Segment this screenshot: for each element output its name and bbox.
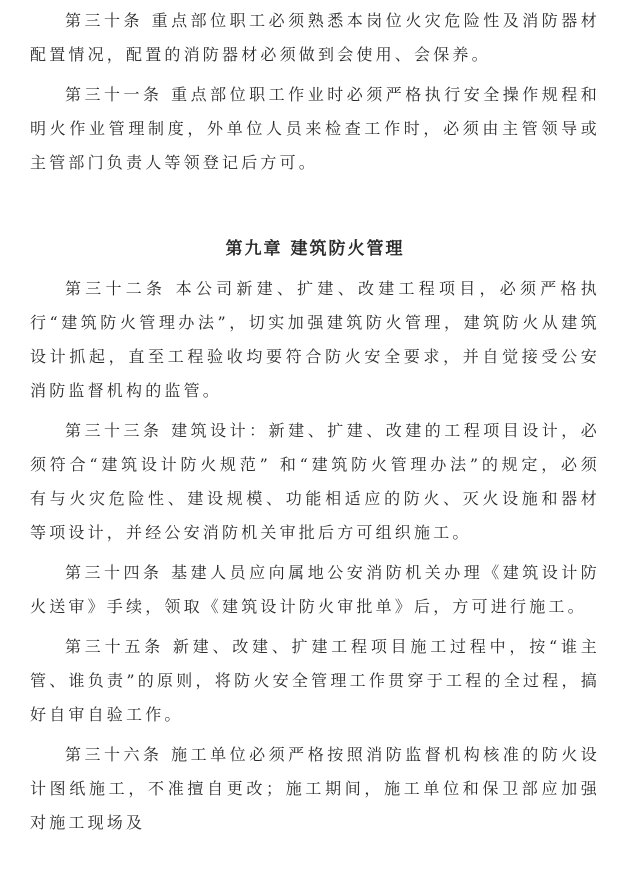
article-35: 第三十五条 新建、改建、扩建工程项目施工过程中，按“谁主管、谁负责”的原则，将防火安全管理工作贯穿于工程的全过程，搞好自审自验工作。 [30, 637, 600, 724]
article-30: 第三十条 重点部位职工必须熟悉本岗位火灾危险性及消防器材配置情况，配置的消防器材必须做到会使用、会保养。 [30, 11, 600, 64]
article-32: 第三十二条 本公司新建、扩建、改建工程项目，必须严格执行“建筑防火管理办法”，切实加强建筑防火管理，建筑防火从建筑设计抓起，直至工程验收均要符合防火安全要求，并自觉接受公安消防监督机构的监管。 [30, 279, 600, 400]
chapter-title: 第九章 建筑防火管理 [225, 239, 405, 259]
article-36: 第三十六条 施工单位必须严格按照消防监督机构核准的防火设计图纸施工，不准擅自更改；施工期间，施工单位和保卫部应加强对施工现场及 [30, 745, 600, 832]
article-33: 第三十三条 建筑设计：新建、扩建、改建的工程项目设计，必须符合“建筑设计防火规范” 和“建筑防火管理办法”的规定，必须有与火灾危险性、建设规模、功能相适应的防火、灭火设施和器材等项设计，并经公安消防机关审批后方可组织施工。 [30, 421, 600, 542]
section-gap [30, 186, 600, 232]
article-31: 第三十一条 重点部位职工作业时必须严格执行安全操作规程和明火作业管理制度，外单位人员来检查工作时，必须由主管领导或主管部门负责人等领登记后方可。 [30, 85, 600, 172]
article-34: 第三十四条 基建人员应向属地公安消防机关办理《建筑设计防火送审》手续，领取《建筑设计防火审批单》后，方可进行施工。 [30, 563, 600, 616]
